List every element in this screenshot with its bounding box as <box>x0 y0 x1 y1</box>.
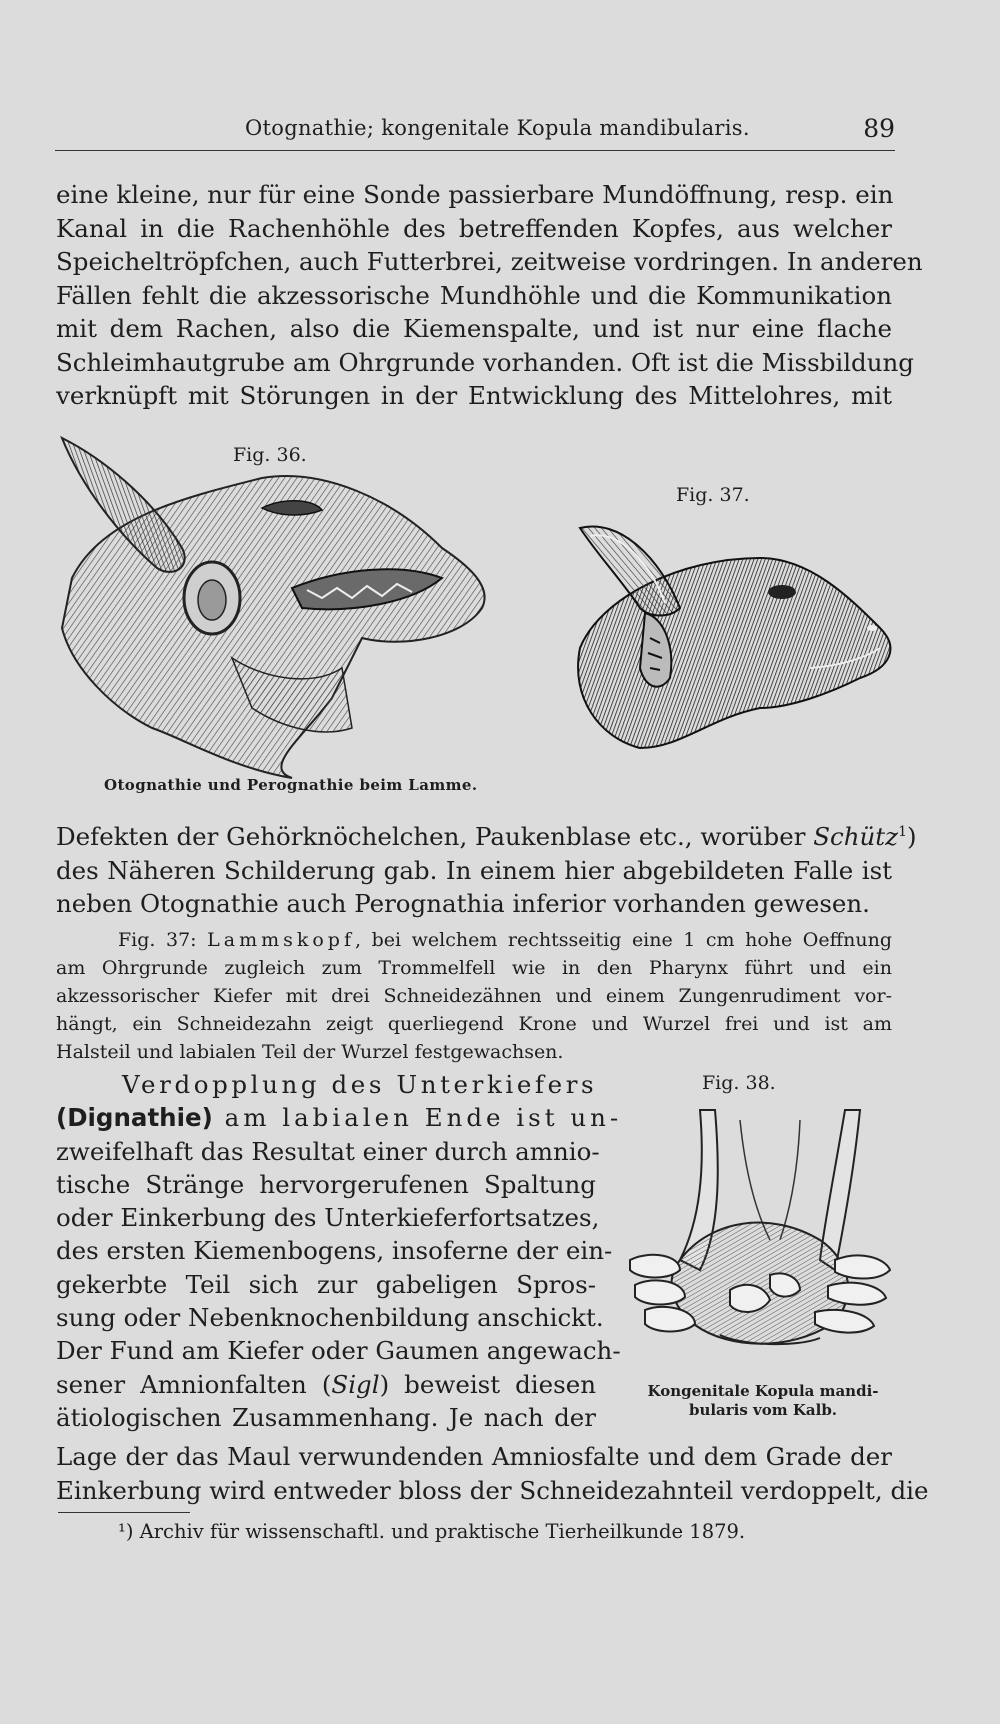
caption-line: Kongenitale Kopula mandi- <box>647 1382 879 1400</box>
text-line <box>56 816 917 854</box>
figure-36-label: Fig. 36. <box>233 444 307 466</box>
text-fragment: am labialen Ende ist un- <box>212 1103 623 1133</box>
paragraph-5 <box>56 1440 929 1507</box>
text-line: Speicheltröpfchen, auch Futterbrei, zeitweise vordringen. In anderen <box>56 247 923 276</box>
bold-term: (Dignathie) <box>56 1103 213 1133</box>
lamb-head-perognathia-drawing <box>560 518 900 758</box>
text-line: des Näheren Schilderung gab. In einem hier abgebildeten Falle ist <box>56 855 892 885</box>
figure-36-37-caption: Otognathie und Perognathie beim Lamme. <box>104 776 478 794</box>
figure-38-caption <box>628 1382 898 1420</box>
text-line: oder Einkerbung des Unterkieferfortsatzes, <box>56 1203 600 1233</box>
text-line <box>56 1101 623 1134</box>
figure-37-illustration <box>560 518 900 758</box>
lamb-head-otognathia-drawing <box>62 438 492 778</box>
text-line <box>56 926 892 954</box>
header-rule <box>55 150 895 151</box>
footnote-text: Archiv für wissenschaftl. und praktische Tierheilkunde 1879. <box>133 1520 746 1543</box>
figure-reference: Fig. 37: <box>118 929 197 951</box>
text-line: gekerbte Teil sich zur gabeligen Spros- <box>56 1269 596 1299</box>
figure-37-label: Fig. 37. <box>676 484 750 506</box>
text-line: tische Stränge hervorgerufenen Spaltung <box>56 1169 596 1199</box>
author-name: Schütz <box>813 822 899 852</box>
text-fragment: Defekten der Gehörknöchelchen, Paukenblase etc., worüber <box>56 822 814 852</box>
figure-36-illustration <box>62 438 492 778</box>
page-number: 89 <box>863 114 895 143</box>
text-line: des ersten Kiemenbogens, insoferne der ein- <box>56 1236 613 1266</box>
text-line: neben Otognathie auch Perognathia inferior vorhanden gewesen. <box>56 889 870 919</box>
text-line: verknüpft mit Störungen in der Entwicklung des Mittelohres, mit <box>56 381 892 410</box>
text-line: mit dem Rachen, also die Kiemenspalte, und ist nur eine flache <box>56 314 892 343</box>
text-line: Lage der das Maul verwundenden Amniosfalte und dem Grade der <box>56 1442 892 1471</box>
paragraph-4 <box>56 1068 623 1434</box>
text-line: Kanal in die Rachenhöhle des betreffenden Kopfes, aus welcher <box>56 213 892 243</box>
text-fragment: sener Amnionfalten ( <box>56 1369 332 1399</box>
text-line: hängt, ein Schneidezahn zeigt querliegend Krone und Wurzel frei und ist am <box>56 1013 892 1035</box>
text-line: Verdopplung des Unterkiefers <box>122 1070 598 1099</box>
author-name: Sigl <box>331 1369 380 1399</box>
paragraph-1 <box>56 178 923 413</box>
text-line: Schleimhautgrube am Ohrgrunde vorhanden. Oft ist die Missbildung <box>56 347 914 377</box>
text-line: zweifelhaft das Resultat einer durch amnio- <box>56 1136 600 1166</box>
calf-mandible-copula-drawing <box>620 1110 900 1380</box>
spaced-term: Lammskopf <box>207 929 356 951</box>
footnote-marker: 1 <box>898 824 907 840</box>
paragraph-2 <box>56 816 917 921</box>
footnote-marker: ¹) <box>118 1520 134 1543</box>
text-line: am Ohrgrunde zugleich zum Trommelfell wie in den Pharynx führt und ein <box>56 957 892 979</box>
text-line: Fällen fehlt die akzessorische Mundhöhle und die Kommunikation <box>56 280 892 310</box>
text-fragment: ) <box>906 822 917 852</box>
footnote <box>118 1520 745 1543</box>
text-fragment: , bei welchem rechtsseitig eine 1 cm hohe Oeffnung <box>355 929 892 951</box>
text-line: Der Fund am Kiefer oder Gaumen angewach- <box>56 1336 621 1366</box>
text-line: sung oder Nebenknochenbildung anschickt. <box>56 1303 604 1333</box>
running-head: Otognathie; kongenitale Kopula mandibularis. <box>245 116 750 140</box>
text-line: eine kleine, nur für eine Sonde passierbare Mundöffnung, resp. ein <box>56 180 894 209</box>
footnote-rule <box>58 1512 190 1513</box>
page-header <box>55 112 895 152</box>
text-line: Halsteil und labialen Teil der Wurzel festgewachsen. <box>56 1041 564 1063</box>
figure-38-label: Fig. 38. <box>702 1072 776 1094</box>
text-line <box>56 1368 596 1401</box>
text-line: Einkerbung wird entweder bloss der Schneidezahnteil verdoppelt, die <box>56 1475 929 1505</box>
caption-line: bularis vom Kalb. <box>688 1401 838 1419</box>
figure-38-illustration <box>620 1110 900 1380</box>
text-fragment: ) beweist diesen <box>379 1369 596 1399</box>
paragraph-3-figure-description <box>56 926 892 1066</box>
text-line: ätiologischen Zusammenhang. Je nach der <box>56 1402 596 1432</box>
text-line: akzessorischer Kiefer mit drei Schneidezähnen und einem Zungenrudiment vor- <box>56 985 892 1007</box>
